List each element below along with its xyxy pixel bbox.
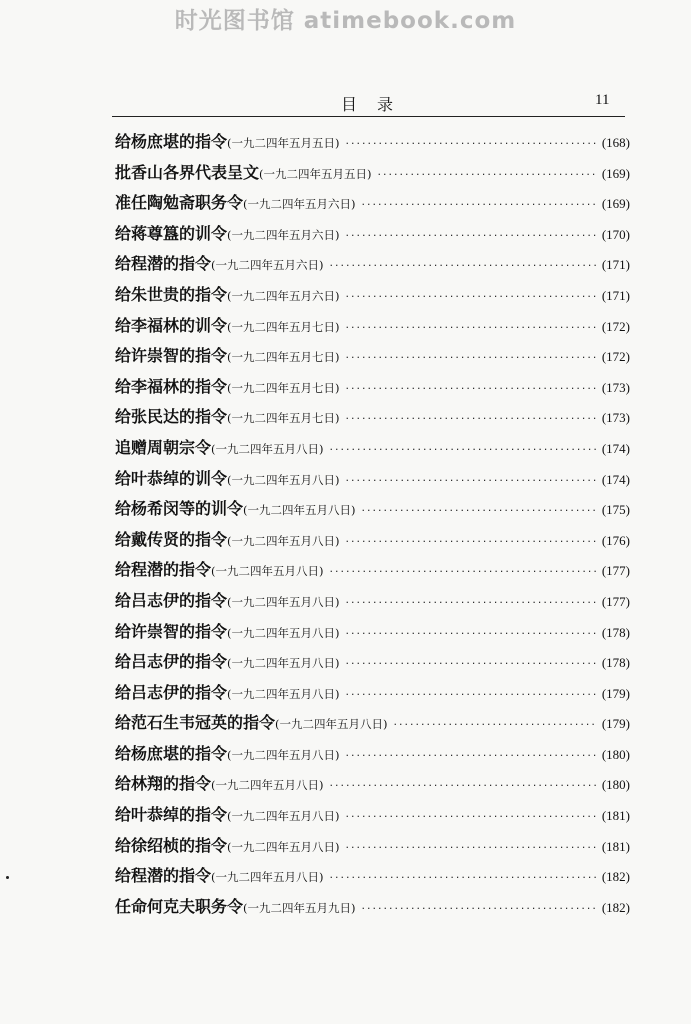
toc-entry [115,619,630,650]
toc-entry [115,527,630,558]
leader-dots [346,627,596,640]
leader-dots [346,810,596,823]
leader-dots [362,504,596,517]
toc-entry-title: 给范石生韦冠英的指令 [115,713,276,733]
toc-entry-page: (181) [601,838,630,854]
leader-dots [330,565,596,578]
toc-entry-date: (一九二四年五月七日) [227,380,340,395]
toc-entry-date: (一九二四年五月八日) [227,656,340,671]
toc-entry-title: 给杨希闵等的训令 [115,499,244,519]
toc-entry-date: (一九二四年五月七日) [227,350,340,365]
toc-entry [115,894,630,925]
toc-entry-page: (168) [601,135,630,150]
toc-entry [115,802,630,833]
toc-entry [115,863,630,894]
toc-entry-date: (一九二四年五月八日) [227,839,340,854]
toc-entry-date: (一九二四年五月八日) [211,564,324,579]
watermark: 时光图书馆 atimebook.com [174,8,517,34]
toc-entry [115,435,630,466]
toc-entry-title: 给叶恭绰的指令 [115,805,228,825]
leader-dots [330,443,596,456]
page-header [0,88,691,118]
title-char-2: 录 [377,95,394,114]
toc-entry-date: (一九二四年五月五日) [259,166,372,181]
toc-entry-date: (一九二四年五月八日) [243,503,356,518]
toc-entry-date: (一九二四年五月八日) [211,870,324,885]
toc-entry [115,404,630,435]
leader-dots [346,290,596,303]
toc-entry-page: (175) [601,502,630,518]
toc-entry [115,160,630,191]
toc-entry-title: 给程潜的指令 [115,254,212,274]
toc-entry-title: 准任陶勉斋职务令 [115,193,244,213]
toc-entry [115,129,630,160]
toc-entry [115,251,630,282]
toc-entry [115,557,630,588]
toc-entry [115,282,630,313]
toc-entry [115,374,630,405]
toc-entry [115,496,630,527]
toc-entry [115,771,630,802]
toc-entry-page: (181) [601,808,630,824]
toc-entry-page: (174) [601,471,630,487]
toc-entry-title: 给程潜的指令 [115,560,212,580]
toc-entry [115,343,630,374]
toc-entry-date: (一九二四年五月六日) [243,197,356,212]
toc-list [115,129,630,924]
leader-dots [330,259,596,272]
leader-dots [346,382,596,395]
toc-entry-title: 给戴传贤的指令 [115,529,228,549]
page-title [341,92,413,115]
toc-entry [115,833,630,864]
toc-entry-page: (169) [601,196,630,212]
toc-entry-page: (171) [601,287,630,303]
toc-entry-title: 给林翔的指令 [115,774,212,794]
leader-dots [394,718,596,731]
toc-entry-page: (172) [601,349,630,365]
toc-entry-page: (172) [601,318,630,334]
toc-entry [115,741,630,772]
leader-dots [346,596,596,609]
toc-entry-date: (一九二四年五月六日) [211,258,324,273]
toc-entry-page: (178) [601,624,630,640]
toc-entry-title: 给杨庶堪的指令 [115,132,228,151]
toc-entry-page: (182) [601,869,630,885]
toc-entry-title: 给李福林的指令 [115,376,228,396]
toc-entry-title: 给朱世贵的指令 [115,284,228,304]
toc-entry [115,221,630,252]
toc-entry-title: 任命何克夫职务令 [115,896,244,916]
leader-dots [346,412,596,425]
toc-entry-title: 给蒋尊簋的训令 [115,223,228,243]
toc-entry-page: (179) [601,685,630,701]
toc-entry-page: (173) [601,410,630,426]
toc-entry [115,588,630,619]
toc-entry-title: 给李福林的训令 [115,315,228,335]
toc-entry-page: (174) [601,440,630,456]
toc-entry [115,313,630,344]
toc-entry-date: (一九二四年五月八日) [211,778,324,793]
toc-entry-date: (一九二四年五月八日) [227,625,340,640]
toc-entry-date: (一九二四年五月七日) [227,411,340,426]
toc-entry-date: (一九二四年五月八日) [227,533,340,548]
toc-entry-title: 给吕志伊的指令 [115,590,228,610]
toc-entry-title: 批香山各界代表呈文 [115,162,260,182]
toc-entry-page: (177) [601,563,630,579]
leader-dots [346,749,596,762]
leader-dots [330,779,596,792]
toc-entry-title: 给吕志伊的指令 [115,652,228,672]
toc-entry-page: (177) [601,593,630,609]
toc-entry-title: 给杨庶堪的指令 [115,743,228,763]
toc-entry-page: (180) [601,777,630,793]
leader-dots [346,688,596,701]
scan-speck [6,876,9,879]
page-number: 11 [595,92,610,108]
toc-entry-page: (178) [601,655,630,671]
toc-entry-date: (一九二四年五月八日) [227,809,340,824]
toc-entry [115,466,630,497]
toc-entry-page: (182) [601,899,630,915]
toc-entry-date: (一九二四年五月六日) [227,288,340,303]
leader-dots [362,198,596,211]
leader-dots [362,902,596,915]
toc-entry-page: (176) [601,532,630,548]
toc-entry-page: (171) [601,257,630,273]
title-char-1: 目 [341,95,358,114]
toc-entry-date: (一九二四年五月八日) [275,717,388,732]
toc-entry [115,710,630,741]
toc-entry-title: 给程潜的指令 [115,866,212,886]
toc-entry-date: (一九二四年五月九日) [243,900,356,915]
leader-dots [346,841,596,854]
toc-entry [115,190,630,221]
toc-entry-date: (一九二四年五月六日) [227,227,340,242]
toc-entry-title: 给叶恭绰的训令 [115,468,228,488]
leader-dots [346,474,596,487]
toc-entry-page: (180) [601,746,630,762]
leader-dots [346,351,596,364]
toc-entry-title: 给张民达的指令 [115,407,228,427]
toc-entry-date: (一九二四年五月八日) [227,686,340,701]
leader-dots [346,321,596,334]
toc-entry-title: 追赠周朝宗令 [115,437,212,457]
toc-entry-date: (一九二四年五月八日) [227,747,340,762]
toc-entry-date: (一九二四年五月五日) [227,136,340,150]
toc-entry-page: (173) [601,379,630,395]
leader-dots [346,229,596,242]
toc-entry-title: 给许崇智的指令 [115,621,228,641]
leader-dots [346,535,596,548]
toc-entry-page: (170) [601,226,630,242]
toc-entry-title: 给吕志伊的指令 [115,682,228,702]
toc-entry [115,680,630,711]
leader-dots [330,871,596,884]
leader-dots [378,168,596,181]
toc-entry-title: 给徐绍桢的指令 [115,835,228,855]
leader-dots [346,657,596,670]
toc-entry-date: (一九二四年五月七日) [227,319,340,334]
toc-entry-date: (一九二四年五月八日) [227,594,340,609]
toc-entry-title: 给许崇智的指令 [115,346,228,366]
toc-entry-date: (一九二四年五月八日) [227,472,340,487]
toc-entry-date: (一九二四年五月八日) [211,441,324,456]
toc-entry [115,649,630,680]
header-rule [112,116,625,117]
leader-dots [346,137,596,150]
toc-entry-page: (169) [601,165,630,181]
toc-entry-page: (179) [601,716,630,732]
